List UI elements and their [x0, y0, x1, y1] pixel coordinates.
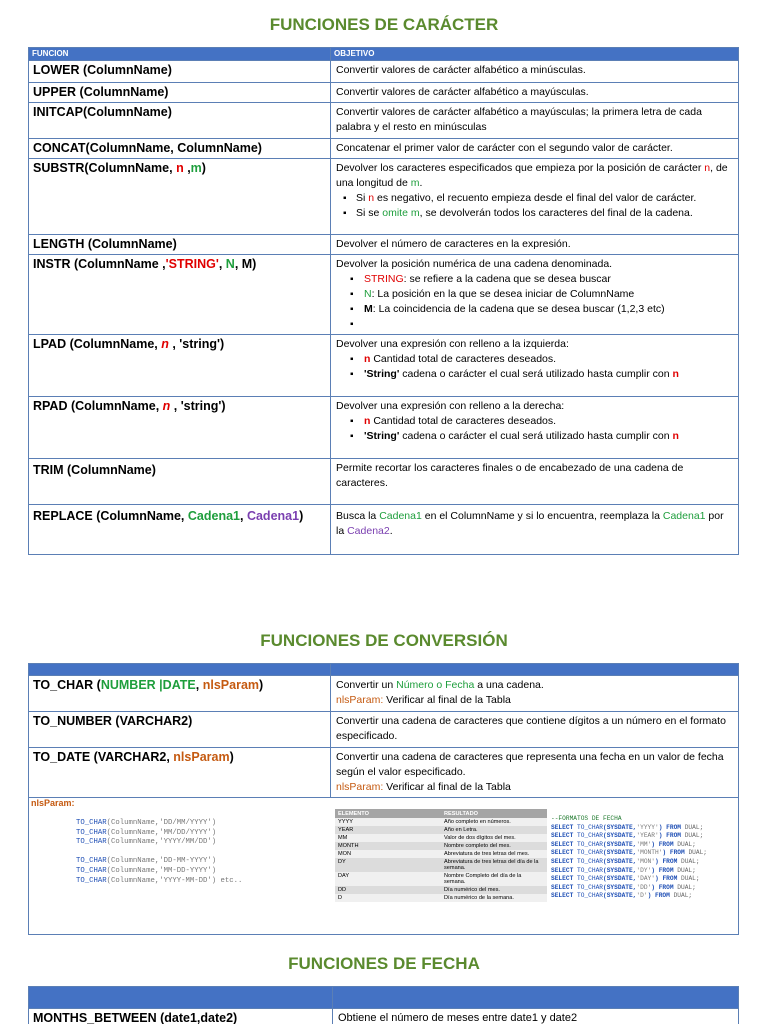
sql-line: SELECT TO_CHAR(SYSDATE,'D') FROM DUAL;: [551, 892, 693, 900]
list-item: ▪ 'String' cadena o carácter el cual será utilizado hasta cumplir con n: [364, 429, 733, 444]
format-element: MM: [335, 834, 441, 842]
format-result: Día numérico de la semana.: [441, 894, 547, 902]
format-element: D: [335, 894, 441, 902]
format-result: Nombre completo del mes.: [441, 842, 547, 850]
format-element: MON: [335, 850, 441, 858]
table-row: [29, 159, 739, 235]
sql-line: SELECT TO_CHAR(SYSDATE,'MONTH') FROM DUAL;: [551, 849, 708, 857]
list-item: ▪ N: La posición en la que se desea iniciar de ColumnName: [364, 287, 733, 302]
format-result: Día numérico del mes.: [441, 886, 547, 894]
code-line: TO_CHAR(ColumnName,'YYYY-MM-DD') etc..: [76, 876, 243, 885]
list-item: ▪ 'String' cadena o carácter el cual será utilizado hasta cumplir con n: [364, 367, 733, 382]
function-desc: Permite recortar los caracteres finales o de encabezado de una cadena de caracteres.: [331, 459, 739, 505]
function-name: TO_DATE (VARCHAR2, nlsParam): [29, 748, 331, 798]
header-elemento: ELEMENTO: [335, 809, 441, 818]
date-format-table: [335, 809, 547, 902]
function-name: REPLACE (ColumnName, Cadena1, Cadena1): [29, 505, 331, 555]
sql-format-examples: [551, 815, 707, 901]
function-desc: Devolver una expresión con relleno a la izquierda: ▪ n Cantidad total de caracteres deseados. ▪ 'String' cadena o carácter el cual será utilizado hasta cumplir con n: [331, 335, 739, 397]
function-desc: Devolver los caracteres especificados que empieza por la posición de carácter n, de una longitud de m. ▪ Si n es negativo, el recuento empieza desde el final del valor de carácter. ▪ Si se omite m, se devolverán todos los caracteres del final de la cadena.: [331, 159, 739, 235]
table-row: [335, 842, 547, 850]
table-row: [29, 235, 739, 255]
function-name: TO_NUMBER (VARCHAR2): [29, 712, 331, 748]
list-item: ▪ STRING: se refiere a la cadena que se desea buscar: [364, 272, 733, 287]
code-line: TO_CHAR(ColumnName,'DD/MM/YYYY'): [76, 819, 217, 827]
code-line: [76, 848, 242, 858]
function-name: RPAD (ColumnName, n , 'string'): [29, 397, 331, 459]
table-row: [29, 1009, 739, 1024]
list-item: [364, 317, 733, 332]
sql-comment: --FORMATOS DE FECHA: [551, 815, 622, 822]
function-desc: Busca la Cadena1 en el ColumnName y si lo encuentra, reemplaza la Cadena1 por la Cadena2.: [331, 505, 739, 555]
table-row: [29, 748, 739, 798]
function-name: INITCAP(ColumnName): [29, 103, 331, 139]
code-line: TO_CHAR(ColumnName,'DD-MM-YYYY'): [76, 857, 217, 866]
code-line: TO_CHAR(ColumnName,'MM/DD/YYYY'): [76, 828, 217, 837]
header-resultado: RESULTADO: [441, 809, 547, 818]
table-row: [29, 712, 739, 748]
list-item: ▪ n Cantidad total de caracteres deseados.: [364, 352, 733, 367]
format-element: DY: [335, 858, 441, 872]
table-row: [29, 139, 739, 159]
sql-line: SELECT TO_CHAR(SYSDATE,'DAY') FROM DUAL;: [551, 875, 700, 883]
table-row: [335, 858, 547, 872]
character-functions-table: [28, 47, 739, 555]
header-objetivo: OBJETIVO: [331, 48, 739, 61]
format-element: DAY: [335, 872, 441, 886]
format-element: DD: [335, 886, 441, 894]
table-row: [29, 83, 739, 103]
function-name: LPAD (ColumnName, n , 'string'): [29, 335, 331, 397]
function-desc: Convertir valores de carácter alfabético a mayúsculas; la primera letra de cada palabra y el resto en minúsculas: [331, 103, 739, 139]
table-row: [335, 894, 547, 902]
function-desc: Concatenar el primer valor de carácter con el segundo valor de carácter.: [331, 139, 739, 159]
table-row: [29, 335, 739, 397]
function-desc: Convertir valores de carácter alfabético a mayúsculas.: [331, 83, 739, 103]
sql-line: SELECT TO_CHAR(SYSDATE,'DY') FROM DUAL;: [551, 866, 696, 874]
sql-line: SELECT TO_CHAR(SYSDATE,'MM') FROM DUAL;: [551, 840, 696, 848]
table-row: [29, 676, 739, 712]
function-desc: Convertir una cadena de caracteres que representa una fecha en un valor de fecha según el valor especificado. nlsParam: Verificar al final de la Tabla: [331, 748, 739, 798]
function-name: MONTHS_BETWEEN (date1,date2): [29, 1009, 333, 1024]
table-row: [29, 61, 739, 83]
date-functions-table: [28, 986, 739, 1024]
section-title-conversion: FUNCIONES DE CONVERSIÓN: [260, 631, 508, 650]
table-row: [29, 255, 739, 335]
nls-param-label: nlsParam:: [31, 798, 75, 808]
section-title-fecha: FUNCIONES DE FECHA: [288, 954, 480, 973]
section-title-caracter: FUNCIONES DE CARÁCTER: [269, 15, 499, 34]
format-result: Valor de dos dígitos del mes.: [441, 834, 547, 842]
table-row: [29, 103, 739, 139]
function-desc: Convertir valores de carácter alfabético a minúsculas.: [331, 61, 739, 83]
function-name: TO_CHAR (NUMBER |DATE, nlsParam): [29, 676, 331, 712]
format-result: Nombre Completo del día de la semana.: [441, 872, 547, 886]
table-row: [335, 818, 547, 826]
function-desc: Convertir una cadena de caracteres que contiene dígitos a un número en el formato especificado.: [331, 712, 739, 748]
table-row: [335, 834, 547, 842]
function-name: TRIM (ColumnName): [29, 459, 331, 505]
sql-line: SELECT TO_CHAR(SYSDATE,'YYYY') FROM DUAL;: [551, 823, 704, 831]
function-name: INSTR (ColumnName ,'STRING', N, M): [29, 255, 331, 335]
table-header-row: [29, 48, 739, 61]
list-item: ▪ n Cantidad total de caracteres deseados.: [364, 414, 733, 429]
format-result: Abreviatura de tres letras del día de la semana.: [441, 858, 547, 872]
function-desc: Obtiene el número de meses entre date1 y date2: [333, 1009, 739, 1024]
format-result: Año en Letra.: [441, 826, 547, 834]
format-result: Año completo en números.: [441, 818, 547, 826]
function-desc: Convertir un Número o Fecha a una cadena. nlsParam: Verificar al final de la Tabla: [331, 676, 739, 712]
header-funcion: FUNCION: [29, 48, 331, 61]
table-header-row: [29, 664, 739, 676]
format-element: YEAR: [335, 826, 441, 834]
format-result: Abreviatura de tres letras del mes.: [441, 850, 547, 858]
function-name: UPPER (ColumnName): [29, 83, 331, 103]
function-name: CONCAT(ColumnName, ColumnName): [29, 139, 331, 159]
table-row: [335, 826, 547, 834]
sql-line: SELECT TO_CHAR(SYSDATE,'DD') FROM DUAL;: [551, 883, 696, 891]
table-row: [29, 459, 739, 505]
code-line: TO_CHAR(ColumnName,'YYYY/MM/DD'): [76, 838, 217, 847]
sql-line: SELECT TO_CHAR(SYSDATE,'YEAR') FROM DUAL;: [551, 832, 704, 840]
nls-examples-code: [76, 819, 242, 886]
table-row: [29, 505, 739, 555]
function-name: LOWER (ColumnName): [29, 61, 331, 83]
list-item: ▪ Si se omite m, se devolverán todos los caracteres del final de la cadena.: [356, 206, 733, 221]
list-item: ▪ Si n es negativo, el recuento empieza desde el final del valor de carácter.: [356, 191, 733, 206]
format-element: MONTH: [335, 842, 441, 850]
table-row: [335, 850, 547, 858]
function-desc: Devolver la posición numérica de una cadena denominada. ▪ STRING: se refiere a la cadena que se desea buscar ▪ N: La posición en la que se desea iniciar de ColumnName ▪ M: La coincidencia de la cadena que se desea buscar (1,2,3 etc) ▪: [331, 255, 739, 335]
table-row: [335, 886, 547, 894]
list-item: ▪ M: La coincidencia de la cadena que se desea buscar (1,2,3 etc): [364, 302, 733, 317]
function-name: LENGTH (ColumnName): [29, 235, 331, 255]
table-header-row: [29, 987, 739, 1009]
function-name: SUBSTR(ColumnName, n ,m): [29, 159, 331, 235]
function-desc: Devolver el número de caracteres en la expresión.: [331, 235, 739, 255]
function-desc: Devolver una expresión con relleno a la derecha: ▪ n Cantidad total de caracteres deseados. ▪ 'String' cadena o carácter el cual será utilizado hasta cumplir con n: [331, 397, 739, 459]
sql-line: SELECT TO_CHAR(SYSDATE,'MON') FROM DUAL;: [551, 857, 700, 865]
table-row: [335, 872, 547, 886]
table-row: [29, 397, 739, 459]
code-line: TO_CHAR(ColumnName,'MM-DD-YYYY'): [76, 866, 217, 875]
format-element: YYYY: [335, 818, 441, 826]
